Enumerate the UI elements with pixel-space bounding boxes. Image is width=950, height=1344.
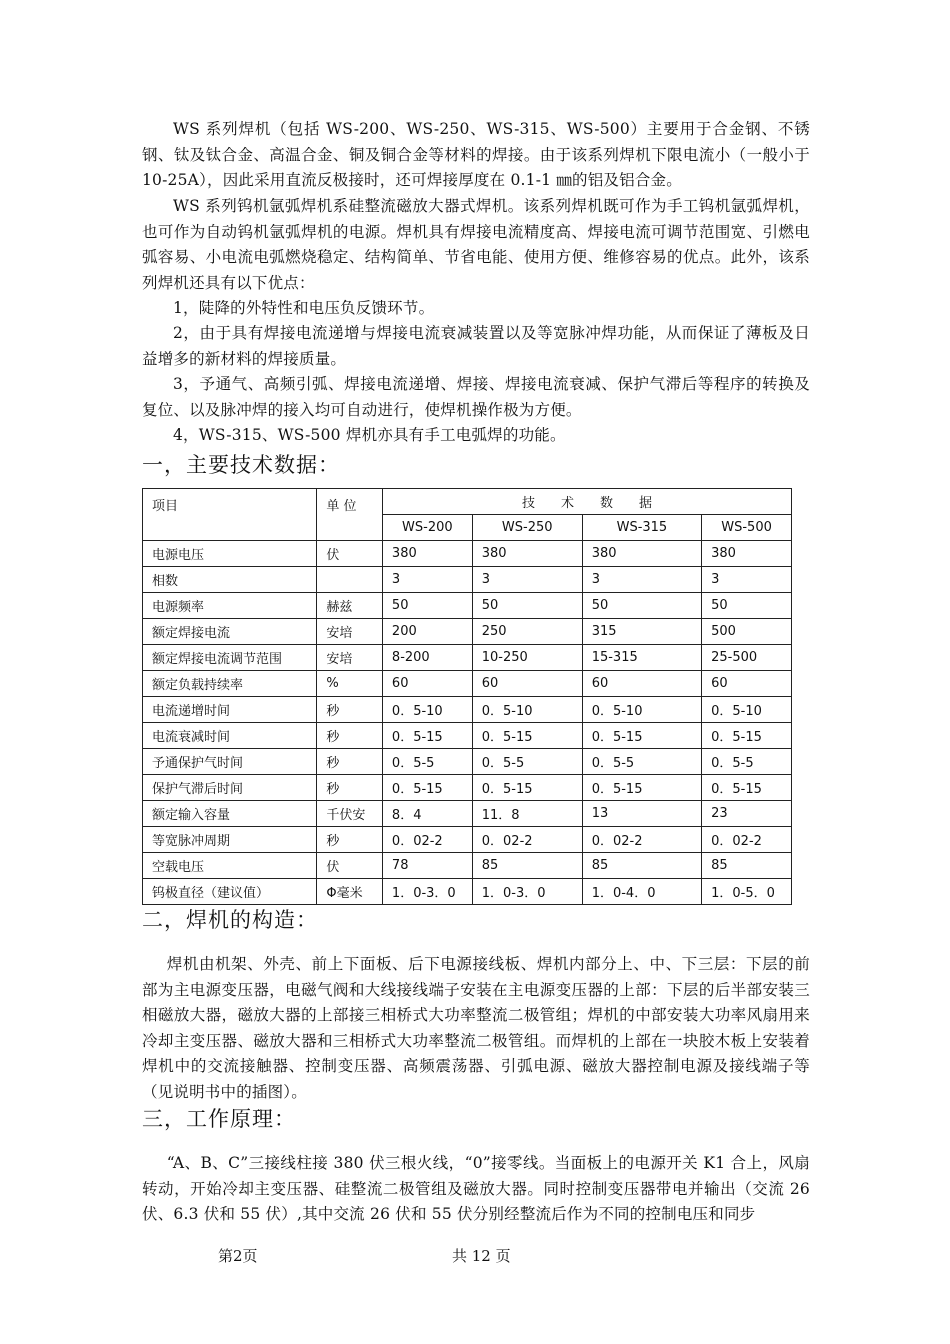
row-value: 0．5-5 bbox=[472, 749, 582, 775]
row-unit: 安培 bbox=[317, 645, 383, 671]
row-value: 1．0-4．0 bbox=[582, 879, 701, 905]
table-row bbox=[143, 567, 792, 593]
row-value: 85 bbox=[472, 853, 582, 879]
section-3-title: 三，工作原理： bbox=[142, 1107, 296, 1131]
table-row bbox=[143, 645, 792, 671]
row-value: 1．0-3．0 bbox=[382, 879, 472, 905]
row-unit bbox=[317, 567, 383, 593]
row-value: 0．5-5 bbox=[382, 749, 472, 775]
header-unit: 单 位 bbox=[317, 489, 383, 541]
section-1-title: 一，主要技术数据： bbox=[142, 453, 340, 477]
row-value: 60 bbox=[382, 671, 472, 697]
row-unit: 伏 bbox=[317, 541, 383, 567]
row-unit: 秒 bbox=[317, 827, 383, 853]
row-value: 380 bbox=[582, 541, 701, 567]
row-value: 1．0-3．0 bbox=[472, 879, 582, 905]
table-row bbox=[143, 801, 792, 827]
page-total: 共 12 页 bbox=[452, 1247, 511, 1265]
row-value: 60 bbox=[472, 671, 582, 697]
table-row bbox=[143, 749, 792, 775]
row-value: 60 bbox=[702, 671, 792, 697]
row-unit: 伏 bbox=[317, 853, 383, 879]
row-value: 60 bbox=[582, 671, 701, 697]
row-value: 0．5-10 bbox=[472, 697, 582, 723]
intro-paragraph-1: WS 系列焊机（包括 WS-200、WS-250、WS-315、WS-500）主要用于合金钢、不锈钢、钛及钛合金、高温合金、铜及铜合金等材料的焊接。由于该系列焊机下限电流小（一般小于 10-25A），因此采用直流反极接时，还可焊接厚度在 0.1-1 ㎜的铝及铝合金。 bbox=[142, 120, 810, 189]
row-value: 0．5-15 bbox=[472, 775, 582, 801]
row-value: 0．02-2 bbox=[702, 827, 792, 853]
row-unit: 千伏安 bbox=[317, 801, 383, 827]
row-value: 3 bbox=[582, 567, 701, 593]
row-value: 15-315 bbox=[582, 645, 701, 671]
row-value: 85 bbox=[702, 853, 792, 879]
model-header: WS-500 bbox=[702, 515, 792, 541]
row-value: 380 bbox=[702, 541, 792, 567]
table-row bbox=[143, 723, 792, 749]
row-unit: 安培 bbox=[317, 619, 383, 645]
advantage-1: 1，陡降的外特性和电压负反馈环节。 bbox=[173, 299, 435, 317]
row-value: 8-200 bbox=[382, 645, 472, 671]
row-value: 0．02-2 bbox=[382, 827, 472, 853]
row-item: 等宽脉冲周期 bbox=[143, 827, 317, 853]
row-value: 0．5-15 bbox=[382, 723, 472, 749]
row-value: 50 bbox=[382, 593, 472, 619]
row-item: 予通保护气时间 bbox=[143, 749, 317, 775]
section-3-text: “A、B、C”三接线柱接 380 伏三根火线，“0”接零线。当面板上的电源开关 K1 合上，风扇转动，开始冷却主变压器、硅整流二极管组及磁放大器。同时控制变压器带电并输出（交流 26 伏、6.3 伏和 55 伏）,其中交流 26 伏和 55 伏分别经整流后作为不同的控制电压和同步 bbox=[142, 1154, 810, 1223]
row-value: 0．5-15 bbox=[382, 775, 472, 801]
row-item: 额定焊接电流调节范围 bbox=[143, 645, 317, 671]
row-value: 250 bbox=[472, 619, 582, 645]
table-row bbox=[143, 541, 792, 567]
row-value: 0．5-15 bbox=[582, 723, 701, 749]
row-value: 11．8 bbox=[472, 801, 582, 827]
row-value: 0．02-2 bbox=[582, 827, 701, 853]
row-value: 10-250 bbox=[472, 645, 582, 671]
model-header: WS-200 bbox=[382, 515, 472, 541]
row-value: 0．5-5 bbox=[702, 749, 792, 775]
table-row bbox=[143, 775, 792, 801]
row-unit: Φ毫米 bbox=[317, 879, 383, 905]
row-value: 0．02-2 bbox=[472, 827, 582, 853]
row-value: 50 bbox=[702, 593, 792, 619]
row-item: 钨极直径（建议值） bbox=[143, 879, 317, 905]
row-unit: % bbox=[317, 671, 383, 697]
row-item: 额定输入容量 bbox=[143, 801, 317, 827]
row-item: 电流衰减时间 bbox=[143, 723, 317, 749]
row-value: 380 bbox=[472, 541, 582, 567]
row-value: 0．5-15 bbox=[582, 775, 701, 801]
row-item: 电源电压 bbox=[143, 541, 317, 567]
row-unit: 秒 bbox=[317, 775, 383, 801]
row-value: 0．5-5 bbox=[582, 749, 701, 775]
table-row bbox=[143, 827, 792, 853]
row-value: 500 bbox=[702, 619, 792, 645]
row-value: 0．5-10 bbox=[382, 697, 472, 723]
section-2-title: 二，焊机的构造： bbox=[142, 908, 318, 932]
row-value: 8．4 bbox=[382, 801, 472, 827]
advantage-4: 4，WS-315、WS-500 焊机亦具有手工电弧焊的功能。 bbox=[173, 426, 566, 444]
advantage-2: 2，由于具有焊接电流递增与焊接电流衰减装置以及等宽脉冲焊功能，从而保证了薄板及日益增多的新材料的焊接质量。 bbox=[142, 324, 810, 368]
row-value: 1．0-5．0 bbox=[702, 879, 792, 905]
row-value: 315 bbox=[582, 619, 701, 645]
row-value: 0．5-15 bbox=[702, 723, 792, 749]
model-header: WS-315 bbox=[582, 515, 701, 541]
section-2-text: 焊机由机架、外壳、前上下面板、后下电源接线板、焊机内部分上、中、下三层：下层的前部为主电源变压器，电磁气阀和大线接线端子安装在主电源变压器的上部：下层的后半部安装三相磁放大器，磁放大器的上部接三相桥式大功率整流二极管组；焊机的中部安装大功率风扇用来冷却主变压器、磁放大器和三相桥式大功率整流二极管组。而焊机的上部在一块胶木板上安装着焊机中的交流接触器、控制变压器、高频震荡器、引弧电源、磁放大器控制电源及接线端子等（见说明书中的插图）。 bbox=[142, 955, 810, 1101]
row-value: 0．5-15 bbox=[472, 723, 582, 749]
row-value: 25-500 bbox=[702, 645, 792, 671]
row-unit: 赫兹 bbox=[317, 593, 383, 619]
row-item: 保护气滞后时间 bbox=[143, 775, 317, 801]
header-item: 项目 bbox=[143, 489, 317, 541]
row-unit: 秒 bbox=[317, 749, 383, 775]
row-item: 额定焊接电流 bbox=[143, 619, 317, 645]
row-value: 85 bbox=[582, 853, 701, 879]
table-row bbox=[143, 697, 792, 723]
header-tech-data: 技 术 数 据 bbox=[382, 489, 791, 515]
advantage-3: 3，予通气、高频引弧、焊接电流递增、焊接、焊接电流衰减、保护气滞后等程序的转换及复位、以及脉冲焊的接入均可自动进行，使焊机操作极为方便。 bbox=[142, 375, 810, 419]
row-value: 0．5-10 bbox=[702, 697, 792, 723]
row-item: 空载电压 bbox=[143, 853, 317, 879]
table-row bbox=[143, 671, 792, 697]
intro-paragraph-2: WS 系列钨机氩弧焊机系硅整流磁放大器式焊机。该系列焊机既可作为手工钨机氩弧焊机，也可作为自动钨机氩弧焊机的电源。焊机具有焊接电流精度高、焊接电流可调节范围宽、引燃电弧容易、小电流电弧燃烧稳定、结构简单、节省电能、使用方便、维修容易的优点。此外，该系列焊机还具有以下优点： bbox=[142, 197, 810, 292]
row-value: 50 bbox=[472, 593, 582, 619]
table-row bbox=[143, 879, 792, 905]
row-value: 0．5-15 bbox=[702, 775, 792, 801]
table-row bbox=[143, 619, 792, 645]
row-item: 相数 bbox=[143, 567, 317, 593]
row-unit: 秒 bbox=[317, 723, 383, 749]
row-value: 380 bbox=[382, 541, 472, 567]
row-unit: 秒 bbox=[317, 697, 383, 723]
row-value: 3 bbox=[472, 567, 582, 593]
row-value: 0．5-10 bbox=[582, 697, 701, 723]
table-row bbox=[143, 853, 792, 879]
row-item: 额定负载持续率 bbox=[143, 671, 317, 697]
row-item: 电流递增时间 bbox=[143, 697, 317, 723]
row-value: 78 bbox=[382, 853, 472, 879]
row-item: 电源频率 bbox=[143, 593, 317, 619]
row-value: 13 bbox=[582, 801, 701, 827]
tech-data-table bbox=[142, 488, 792, 905]
table-row bbox=[143, 593, 792, 619]
row-value: 200 bbox=[382, 619, 472, 645]
row-value: 3 bbox=[382, 567, 472, 593]
model-header: WS-250 bbox=[472, 515, 582, 541]
row-value: 3 bbox=[702, 567, 792, 593]
page-number: 第2页 bbox=[218, 1247, 258, 1265]
table-header-row bbox=[143, 489, 792, 515]
row-value: 23 bbox=[702, 801, 792, 827]
row-value: 50 bbox=[582, 593, 701, 619]
